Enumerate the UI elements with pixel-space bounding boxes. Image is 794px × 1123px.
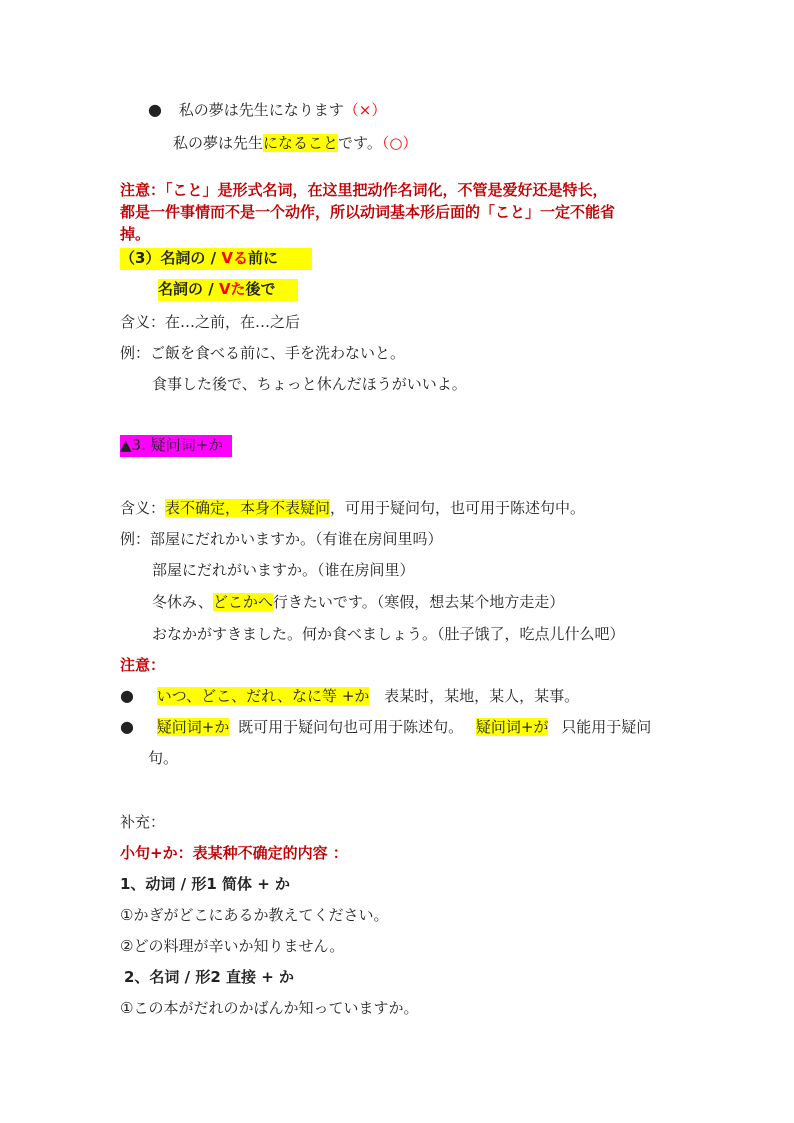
mark-wrong: （×） bbox=[343, 101, 387, 119]
supplement-ex2: ②どの料理が辛いか知りません。 bbox=[120, 937, 345, 955]
note2-b2-highlight2: 疑问词+が bbox=[475, 718, 549, 736]
note2-label: 注意： bbox=[120, 656, 166, 674]
supplement-subtitle: 小句+か：表某种不确定的内容 ： bbox=[120, 844, 348, 862]
pattern3-line1-a: （3）名詞の / bbox=[120, 249, 222, 267]
supplement-ex1: ①かぎがどこにあるか教えてください。 bbox=[120, 906, 389, 924]
meaning3: 含义：在…之前，在…之后 bbox=[120, 313, 301, 331]
meaning-ka-line bbox=[120, 498, 585, 518]
sentence-right-a: 私の夢は先生 bbox=[173, 134, 264, 152]
pattern3-line1 bbox=[120, 248, 312, 270]
bullet-icon: ● bbox=[148, 100, 162, 119]
supplement-ex3: ①この本がだれのかばんか知っていますか。 bbox=[120, 999, 419, 1017]
pattern3-line2-a: 名詞の / bbox=[158, 280, 219, 298]
note2-b2-mid: 既可用于疑问句也可用于陈述句。 bbox=[238, 718, 464, 736]
bullet-icon: ● bbox=[120, 717, 134, 736]
sentence-right-line bbox=[173, 133, 417, 153]
note2-b1-highlight: いつ、どこ、だれ、なに等 +か bbox=[156, 687, 370, 705]
supplement-item2: 2、名词 / 形2 直接 + か bbox=[124, 968, 295, 986]
example-ka-line4: おなかがすきました。何か食べましょう。（肚子饿了，吃点儿什么吧） bbox=[152, 625, 625, 643]
pattern3-line1-b: 前に bbox=[247, 249, 278, 267]
note1-line3: 掉。 bbox=[120, 225, 151, 243]
example-ka-line2: 部屋にだれがいますか。（谁在房间里） bbox=[152, 561, 415, 579]
example-ka-line3-highlight: どこかへ bbox=[212, 593, 273, 611]
meaning-ka-highlight: 表不确定，本身不表疑问 bbox=[165, 499, 331, 517]
note1-line2: 都是一件事情而不是一个动作，所以动词基本形后面的「こと」一定不能省 bbox=[120, 203, 616, 221]
meaning-ka-prefix: 含义： bbox=[120, 499, 166, 517]
example3-line2: 食事した後で、ちょっと休んだほうがいいよ。 bbox=[152, 375, 467, 393]
supplement-item1: 1、动词 / 形1 简体 + か bbox=[120, 875, 291, 893]
note2-bullet-2 bbox=[120, 717, 651, 737]
meaning-ka-suffix: ，可用于疑问句，也可用于陈述句中。 bbox=[330, 499, 586, 517]
example3-line1: 例：ご飯を食べる前に、手を洗わないと。 bbox=[120, 344, 406, 362]
note2-b2-end: 只能用于疑问 bbox=[561, 718, 652, 736]
note2-b2-highlight1: 疑问词+か bbox=[156, 718, 230, 736]
pattern3-line1-v: Vる bbox=[221, 249, 248, 267]
note1-line1: 注意：「こと」是形式名词，在这里把动作名词化，不管是爱好还是特长， bbox=[120, 181, 608, 199]
section3-title: ▲3. 疑问词+か bbox=[120, 435, 232, 457]
mark-right: （○） bbox=[381, 134, 418, 152]
pattern3-line2 bbox=[158, 279, 298, 301]
sentence-right-highlight: になること bbox=[263, 134, 339, 152]
note2-b2-continuation: 句。 bbox=[148, 749, 179, 767]
example-ka-line3 bbox=[152, 592, 564, 612]
note2-b1-text: 表某时，某地，某人，某事。 bbox=[384, 687, 580, 705]
bullet-icon: ● bbox=[120, 686, 134, 705]
example-ka-line1: 例：部屋にだれかいますか。（有谁在房间里吗） bbox=[120, 530, 443, 548]
bullet-line-1 bbox=[148, 100, 386, 120]
example-ka-line3-b: 行きたいです。（寒假，想去某个地方走走） bbox=[272, 593, 565, 611]
pattern3-line2-v: Vた bbox=[218, 280, 246, 298]
sentence-right-b: です。 bbox=[338, 134, 382, 152]
pattern3-line2-b: 後で bbox=[245, 280, 276, 298]
note2-bullet-1 bbox=[120, 686, 579, 706]
example-ka-line3-a: 冬休み、 bbox=[152, 593, 213, 611]
supplement-label: 补充： bbox=[120, 813, 166, 831]
sentence-wrong: 私の夢は先生になります bbox=[178, 101, 344, 119]
